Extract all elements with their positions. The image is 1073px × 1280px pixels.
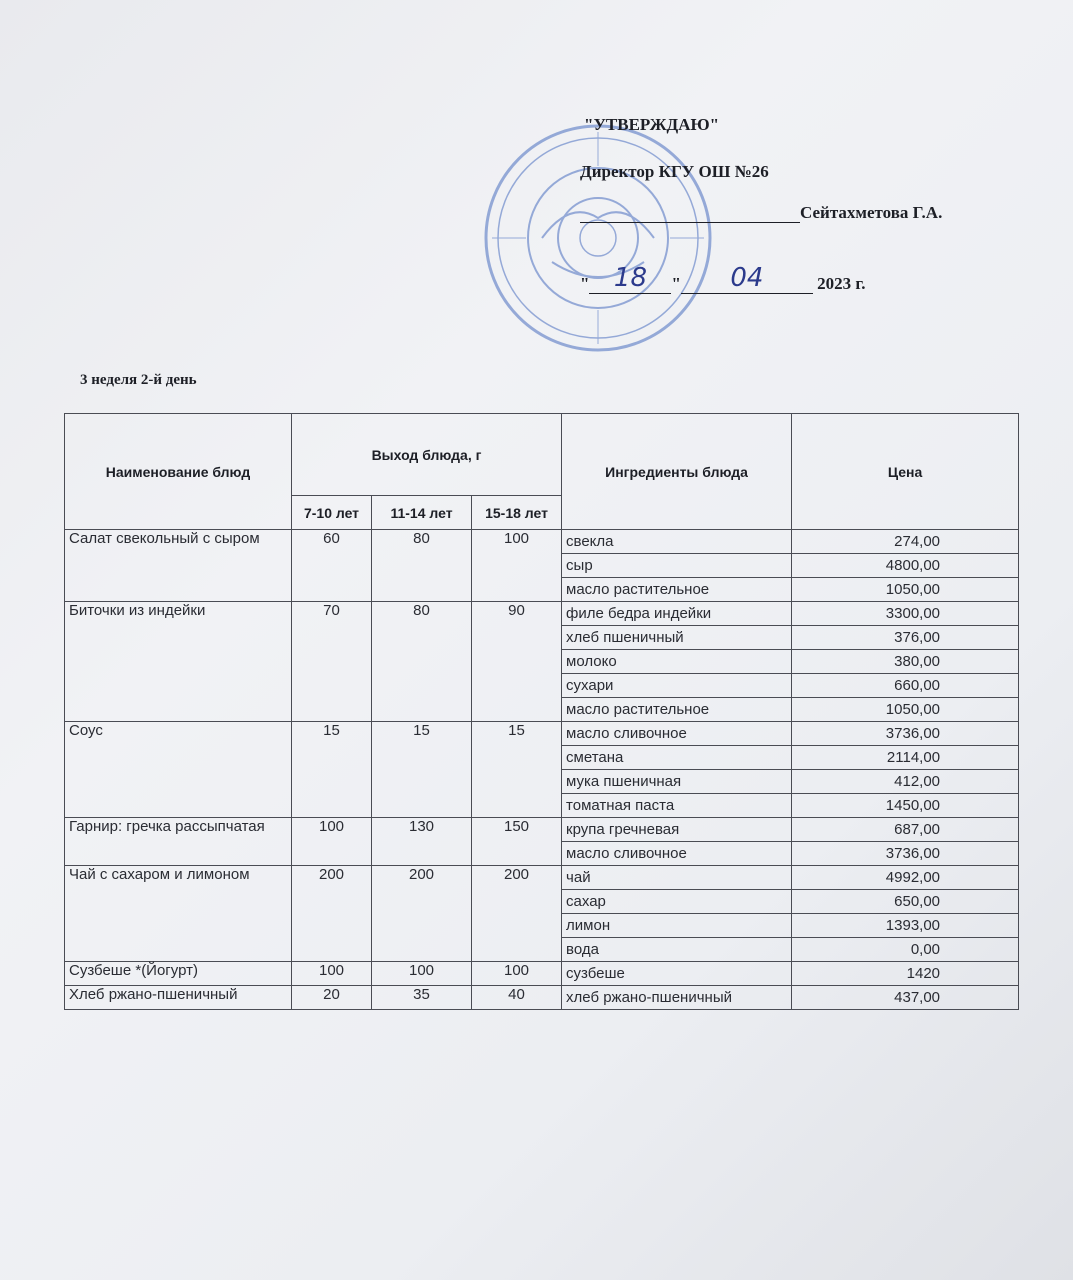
yield-7-10: 70 bbox=[292, 602, 372, 722]
ingredient-name: вода bbox=[562, 938, 792, 962]
ingredient-name: масло растительное bbox=[562, 578, 792, 602]
yield-7-10: 200 bbox=[292, 866, 372, 962]
ingredient-name: сметана bbox=[562, 746, 792, 770]
yield-7-10: 100 bbox=[292, 818, 372, 866]
ingredient-price: 1420 bbox=[792, 962, 1019, 986]
dish-name: Сузбеше *(Йогурт) bbox=[65, 962, 292, 986]
date-month-field bbox=[681, 263, 813, 294]
ingredient-price: 1450,00 bbox=[792, 794, 1019, 818]
ingredient-price: 437,00 bbox=[792, 986, 1019, 1010]
ingredient-price: 412,00 bbox=[792, 770, 1019, 794]
dish-name: Гарнир: гречка рассыпчатая bbox=[65, 818, 292, 866]
approval-date bbox=[580, 263, 865, 294]
yield-11-14: 80 bbox=[372, 530, 472, 602]
yield-7-10: 60 bbox=[292, 530, 372, 602]
ingredient-name: молоко bbox=[562, 650, 792, 674]
ingredient-name: сыр bbox=[562, 554, 792, 578]
dish-name: Чай с сахаром и лимоном bbox=[65, 866, 292, 962]
date-close-quote: " bbox=[671, 274, 681, 293]
ingredient-price: 650,00 bbox=[792, 890, 1019, 914]
table-row bbox=[65, 986, 1019, 1010]
ingredient-price: 1393,00 bbox=[792, 914, 1019, 938]
table-row bbox=[65, 866, 1019, 890]
date-month: 04 bbox=[730, 263, 764, 293]
ingredient-name: свекла bbox=[562, 530, 792, 554]
yield-15-18: 100 bbox=[472, 530, 562, 602]
date-year: 2023 г. bbox=[817, 274, 866, 293]
dish-name: Салат свекольный с сыром bbox=[65, 530, 292, 602]
yield-15-18: 15 bbox=[472, 722, 562, 818]
header-age-15-18: 15-18 лет bbox=[472, 496, 562, 530]
yield-15-18: 40 bbox=[472, 986, 562, 1010]
ingredient-name: масло сливочное bbox=[562, 842, 792, 866]
ingredient-price: 3736,00 bbox=[792, 722, 1019, 746]
yield-15-18: 150 bbox=[472, 818, 562, 866]
yield-11-14: 35 bbox=[372, 986, 472, 1010]
ingredient-name: чай bbox=[562, 866, 792, 890]
ingredient-name: томатная паста bbox=[562, 794, 792, 818]
header-yield: Выход блюда, г bbox=[292, 414, 562, 496]
ingredient-price: 1050,00 bbox=[792, 578, 1019, 602]
ingredient-price: 687,00 bbox=[792, 818, 1019, 842]
ingredient-price: 1050,00 bbox=[792, 698, 1019, 722]
yield-7-10: 15 bbox=[292, 722, 372, 818]
ingredient-price: 4992,00 bbox=[792, 866, 1019, 890]
round-seal-stamp-icon bbox=[482, 122, 714, 354]
ingredient-name: хлеб ржано-пшеничный bbox=[562, 986, 792, 1010]
ingredient-price: 2114,00 bbox=[792, 746, 1019, 770]
menu-day-subtitle: 3 неделя 2-й день bbox=[80, 372, 197, 388]
ingredient-name: сахар bbox=[562, 890, 792, 914]
table-row bbox=[65, 818, 1019, 842]
yield-11-14: 130 bbox=[372, 818, 472, 866]
menu-table bbox=[64, 413, 1019, 1010]
yield-11-14: 100 bbox=[372, 962, 472, 986]
yield-7-10: 100 bbox=[292, 962, 372, 986]
ingredient-price: 274,00 bbox=[792, 530, 1019, 554]
yield-15-18: 100 bbox=[472, 962, 562, 986]
header-age-7-10: 7-10 лет bbox=[292, 496, 372, 530]
ingredient-name: филе бедра индейки bbox=[562, 602, 792, 626]
header-age-11-14: 11-14 лет bbox=[372, 496, 472, 530]
ingredient-name: сухари bbox=[562, 674, 792, 698]
table-header-row bbox=[65, 414, 1019, 496]
yield-15-18: 90 bbox=[472, 602, 562, 722]
approval-position: Директор КГУ ОШ №26 bbox=[580, 162, 769, 181]
yield-11-14: 200 bbox=[372, 866, 472, 962]
header-dish-name: Наименование блюд bbox=[65, 414, 292, 530]
ingredient-price: 3300,00 bbox=[792, 602, 1019, 626]
ingredient-price: 3736,00 bbox=[792, 842, 1019, 866]
ingredient-price: 0,00 bbox=[792, 938, 1019, 962]
table-row bbox=[65, 530, 1019, 554]
ingredient-price: 4800,00 bbox=[792, 554, 1019, 578]
ingredient-price: 376,00 bbox=[792, 626, 1019, 650]
approval-signature-line bbox=[580, 203, 942, 223]
ingredient-name: сузбеше bbox=[562, 962, 792, 986]
dish-name: Хлеб ржано-пшеничный bbox=[65, 986, 292, 1010]
yield-7-10: 20 bbox=[292, 986, 372, 1010]
date-open-quote: " bbox=[580, 274, 590, 293]
yield-15-18: 200 bbox=[472, 866, 562, 962]
ingredient-name: мука пшеничная bbox=[562, 770, 792, 794]
ingredient-name: масло сливочное bbox=[562, 722, 792, 746]
ingredient-name: крупа гречневая bbox=[562, 818, 792, 842]
ingredient-price: 660,00 bbox=[792, 674, 1019, 698]
dish-name: Биточки из индейки bbox=[65, 602, 292, 722]
ingredient-name: масло растительное bbox=[562, 698, 792, 722]
approval-heading: "УТВЕРЖДАЮ" bbox=[584, 115, 720, 134]
table-row bbox=[65, 962, 1019, 986]
dish-name: Соус bbox=[65, 722, 292, 818]
header-price: Цена bbox=[792, 414, 1019, 530]
yield-11-14: 15 bbox=[372, 722, 472, 818]
ingredient-name: лимон bbox=[562, 914, 792, 938]
table-row bbox=[65, 602, 1019, 626]
table-row bbox=[65, 722, 1019, 746]
yield-11-14: 80 bbox=[372, 602, 472, 722]
signature-underline bbox=[580, 222, 800, 223]
approval-name: Сейтахметова Г.А. bbox=[800, 203, 943, 222]
menu-table-body bbox=[65, 530, 1019, 1010]
date-day: 18 bbox=[613, 263, 647, 293]
ingredient-price: 380,00 bbox=[792, 650, 1019, 674]
ingredient-name: хлеб пшеничный bbox=[562, 626, 792, 650]
header-ingredients: Ингредиенты блюда bbox=[562, 414, 792, 530]
date-day-field bbox=[589, 263, 671, 294]
